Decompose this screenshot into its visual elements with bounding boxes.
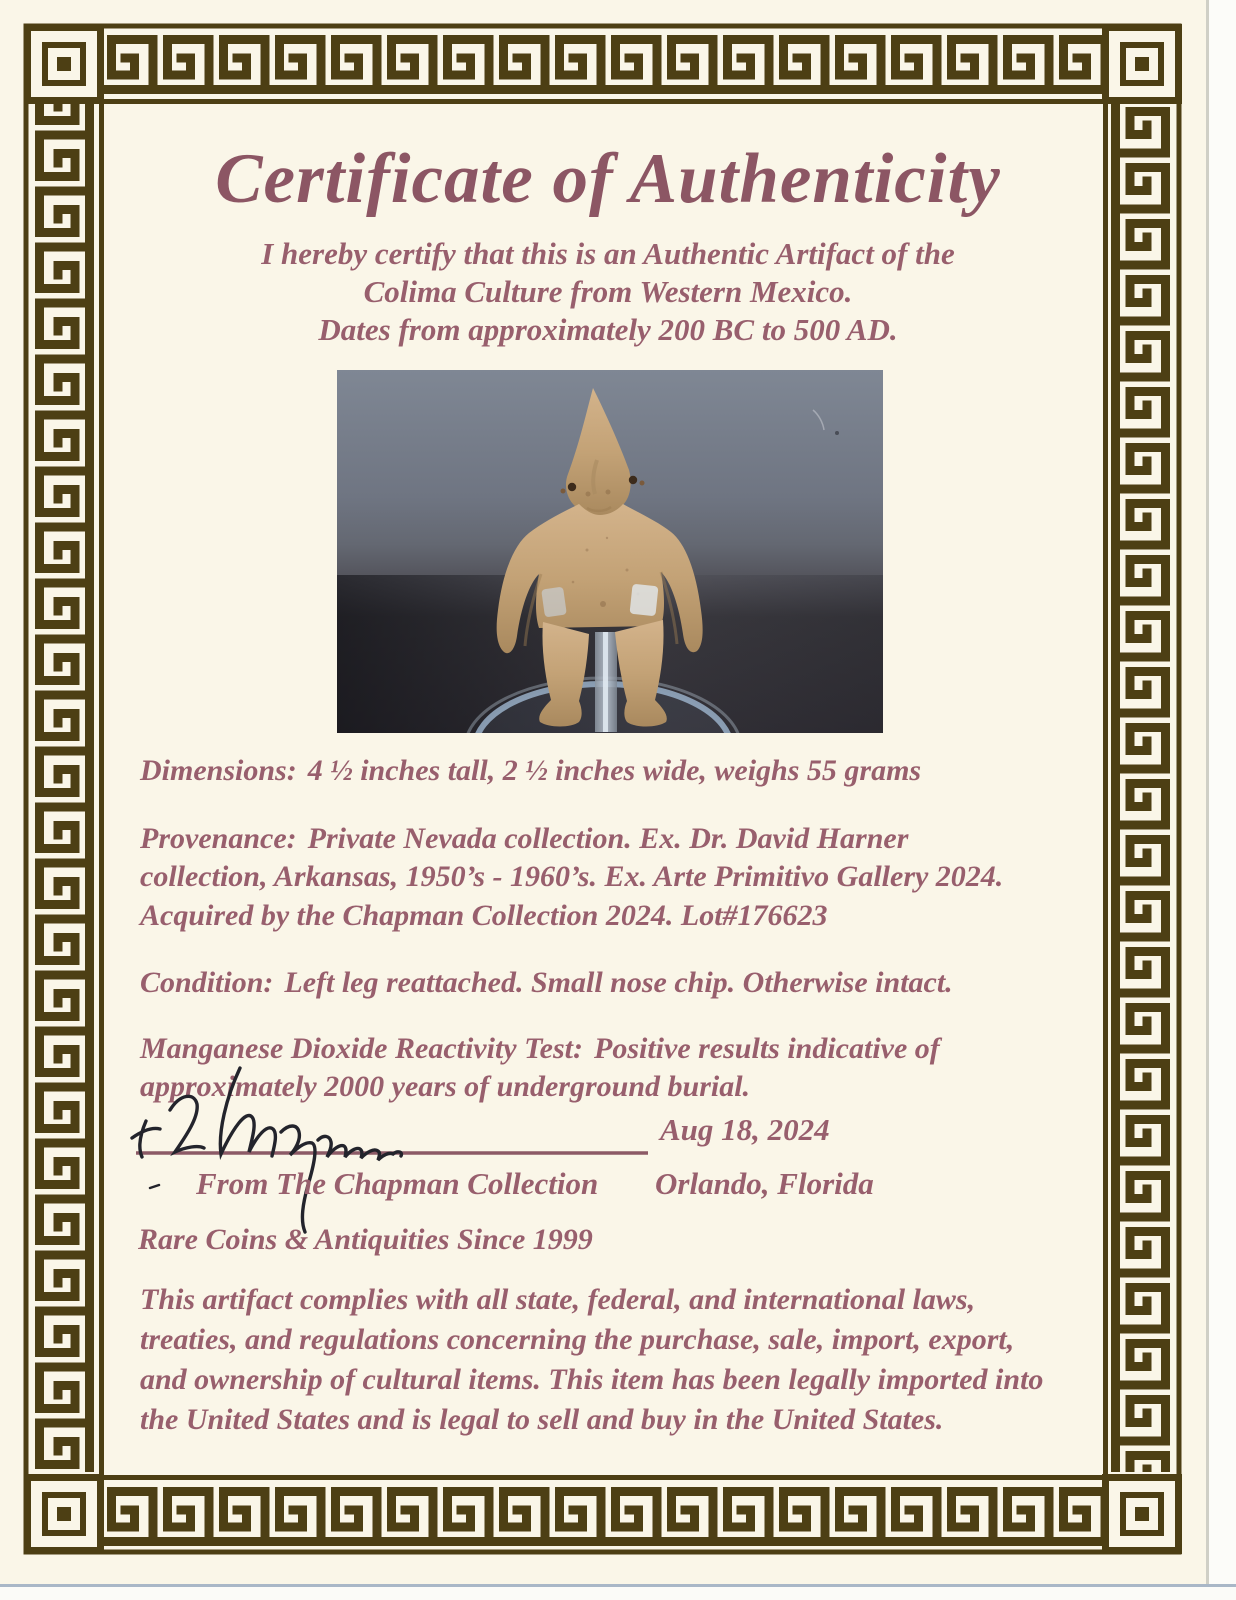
detail-text: collection, Arkansas, 1950’s - 1960’s. Ex. Arte Primitivo Gallery 2024.: [140, 860, 1004, 894]
page-title: Certificate of Authenticity: [215, 140, 1001, 218]
legal-line: treaties, and regulations concerning the purchase, sale, import, export,: [140, 1323, 1015, 1356]
detail-text: Private Nevada collection. Ex. Dr. David Harner: [307, 822, 909, 855]
detail-label: Provenance:: [140, 822, 297, 855]
certification-line-2: Colima Culture from Western Mexico.: [363, 274, 853, 309]
issuer-line: From The Chapman Collection: [196, 1166, 599, 1201]
detail-text: approximately 2000 years of underground burial.: [140, 1070, 751, 1104]
detail-text: Positive results indicative of: [594, 1032, 940, 1065]
legal-line: This artifact complies with all state, federal, and international laws,: [140, 1283, 976, 1316]
issuer-location: Orlando, Florida: [655, 1166, 874, 1201]
certification-line-3: Dates from approximately 200 BC to 500 AD.: [318, 312, 898, 347]
legal-paragraph: [140, 1280, 1043, 1440]
detail-label: Manganese Dioxide Reactivity Test:: [140, 1032, 583, 1065]
issuer-tagline: Rare Coins & Antiquities Since 1999: [138, 1223, 593, 1256]
detail-text: Acquired by the Chapman Collection 2024. Lot#176623: [140, 898, 828, 932]
detail-text: 4 ½ inches tall, 2 ½ inches wide, weighs 55 grams: [307, 754, 922, 787]
detail-label: Condition:: [140, 966, 274, 999]
legal-line: the United States and is legal to sell and buy in the United States.: [140, 1403, 944, 1436]
detail-label: Dimensions:: [140, 754, 297, 787]
legal-line: and ownership of cultural items. This item has been legally imported into: [140, 1363, 1044, 1396]
certification-line-1: I hereby certify that this is an Authentic Artifact of the: [261, 236, 955, 271]
handwritten-signature: [132, 1068, 401, 1232]
detail-text: Left leg reattached. Small nose chip. Otherwise intact.: [284, 966, 953, 999]
signature-date: Aug 18, 2024: [660, 1112, 830, 1147]
